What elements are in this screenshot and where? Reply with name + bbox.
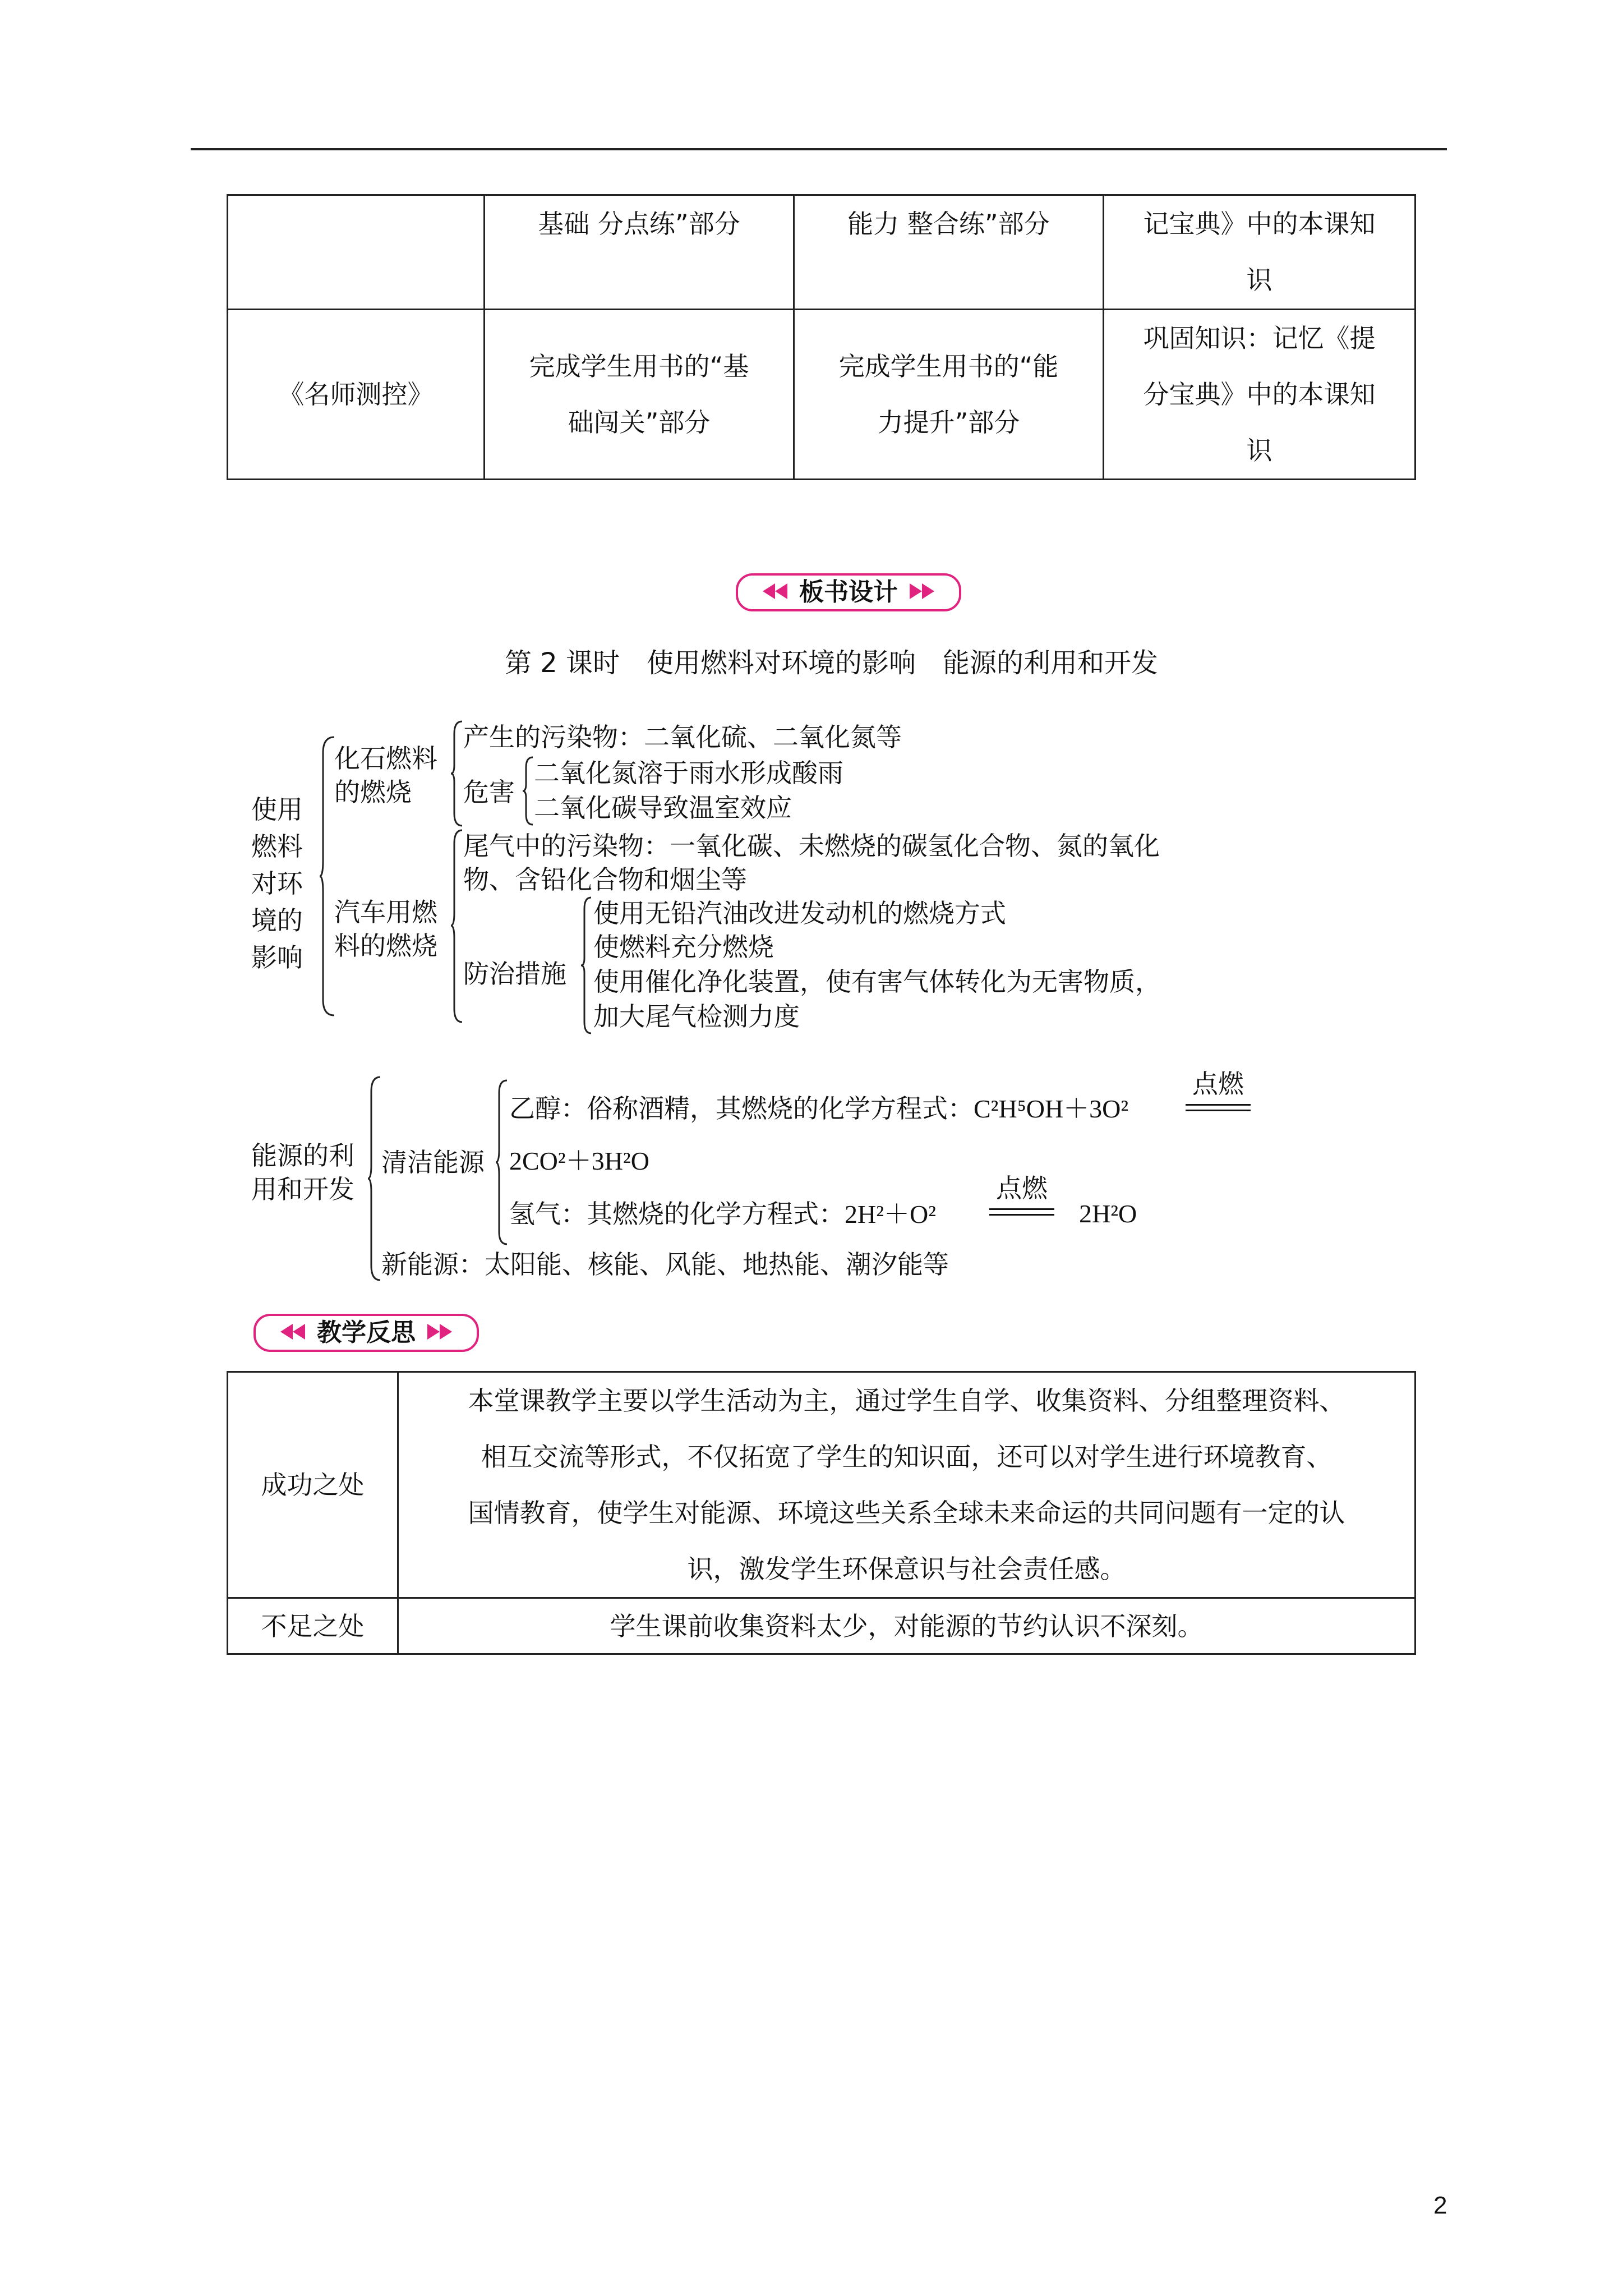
header-rule <box>191 148 1447 150</box>
board-design-label: 板书设计 <box>799 578 898 606</box>
brace-measures <box>581 896 593 1034</box>
double-arrow-right-icon <box>427 1324 440 1340</box>
board-design-badge <box>736 573 961 611</box>
exhaust-text: 尾气中的污染物：一氧化碳、未燃烧的碳氢化合物、氮的氧化 <box>463 831 1160 861</box>
measure-item: 使燃料充分燃烧 <box>593 932 774 962</box>
success-text: 本堂课教学主要以学生活动为主，通过学生自学、收集资料、分组整理资料、 相互交流等形式，不仅拓宽了学生的知识面，还可以对学生进行环境教育、 国情教育，使学生对能源、环境这些关系全球未来命运的共同问题有一定的认 识，激发学生环保意识与社会责任感。 <box>398 1372 1415 1598</box>
double-arrow-right-icon <box>910 583 922 599</box>
reaction-arrow: 点燃 <box>989 1172 1054 1228</box>
ethanol-equation: 乙醇：俗称酒精，其燃烧的化学方程式：C²H⁵OH＋3O² <box>509 1093 1129 1124</box>
measure-item: 使用无铅汽油改进发动机的燃烧方式 <box>593 898 1006 928</box>
table-cell: 记宝典》中的本课知 识 <box>1104 195 1415 310</box>
table-cell: 《名师测控》 <box>228 310 485 480</box>
reflection-label: 教学反思 <box>317 1318 416 1347</box>
table-cell: 能力 整合练”部分 <box>794 195 1104 310</box>
harm-item: 二氧化碳导致温室效应 <box>534 793 792 823</box>
success-label: 成功之处 <box>228 1372 398 1598</box>
shortfall-text: 学生课前收集资料太少，对能源的节约认识不深刻。 <box>398 1598 1415 1654</box>
measure-item: 加大尾气检测力度 <box>593 1001 800 1032</box>
double-arrow-right-icon <box>440 1324 452 1340</box>
table-row <box>228 310 1415 480</box>
car-fuel-label: 汽车用燃 料的燃烧 <box>334 897 437 961</box>
brace-part2 <box>368 1076 382 1281</box>
table-row <box>228 1598 1415 1654</box>
measures-label: 防治措施 <box>463 959 566 989</box>
brace-car <box>451 829 464 1023</box>
table-row <box>228 1372 1415 1598</box>
new-energy-text: 新能源：太阳能、核能、风能、地热能、潮汐能等 <box>381 1249 949 1280</box>
table-cell: 基础 分点练”部分 <box>485 195 794 310</box>
hydrogen-products: 2H²O <box>1079 1199 1137 1228</box>
table-row <box>228 195 1415 310</box>
table-cell: 完成学生用书的“基 础闯关”部分 <box>485 310 794 480</box>
reflection-table <box>227 1371 1416 1655</box>
reflection-badge <box>253 1314 479 1352</box>
root-label-1: 使用 燃料 对环 境的 影响 <box>251 794 303 973</box>
brace-fossil <box>451 720 464 827</box>
pollutants-text: 产生的污染物：二氧化硫、二氧化氮等 <box>463 722 902 752</box>
schedule-table <box>227 194 1416 480</box>
ethanol-products: 2CO²＋3H²O <box>509 1147 649 1175</box>
shortfall-label: 不足之处 <box>228 1598 398 1654</box>
clean-energy-label: 清洁能源 <box>381 1147 485 1177</box>
harm-label: 危害 <box>463 777 515 807</box>
measure-item: 使用催化净化装置，使有害气体转化为无害物质， <box>593 967 1161 997</box>
table-cell <box>228 195 485 310</box>
brace-harm <box>523 756 535 826</box>
hydrogen-equation: 氢气：其燃烧的化学方程式：2H²＋O² <box>509 1199 937 1229</box>
exhaust-text: 物、含铅化合物和烟尘等 <box>463 864 747 895</box>
fossil-fuel-label: 化石燃料 的燃烧 <box>334 743 437 807</box>
page-number: 2 <box>1433 2192 1447 2219</box>
root-label-2: 能源的利 用和开发 <box>251 1140 354 1204</box>
double-arrow-right-icon <box>922 583 934 599</box>
lesson-title: 第 2 课时 使用燃料对环境的影响 能源的利用和开发 <box>505 647 1159 679</box>
table-cell: 完成学生用书的“能 力提升”部分 <box>794 310 1104 480</box>
harm-item: 二氧化氮溶于雨水形成酸雨 <box>534 758 843 788</box>
table-cell: 巩固知识：记忆《提 分宝典》中的本课知 识 <box>1104 310 1415 480</box>
reaction-arrow: 点燃 <box>1186 1068 1251 1124</box>
brace-clean <box>496 1079 509 1245</box>
